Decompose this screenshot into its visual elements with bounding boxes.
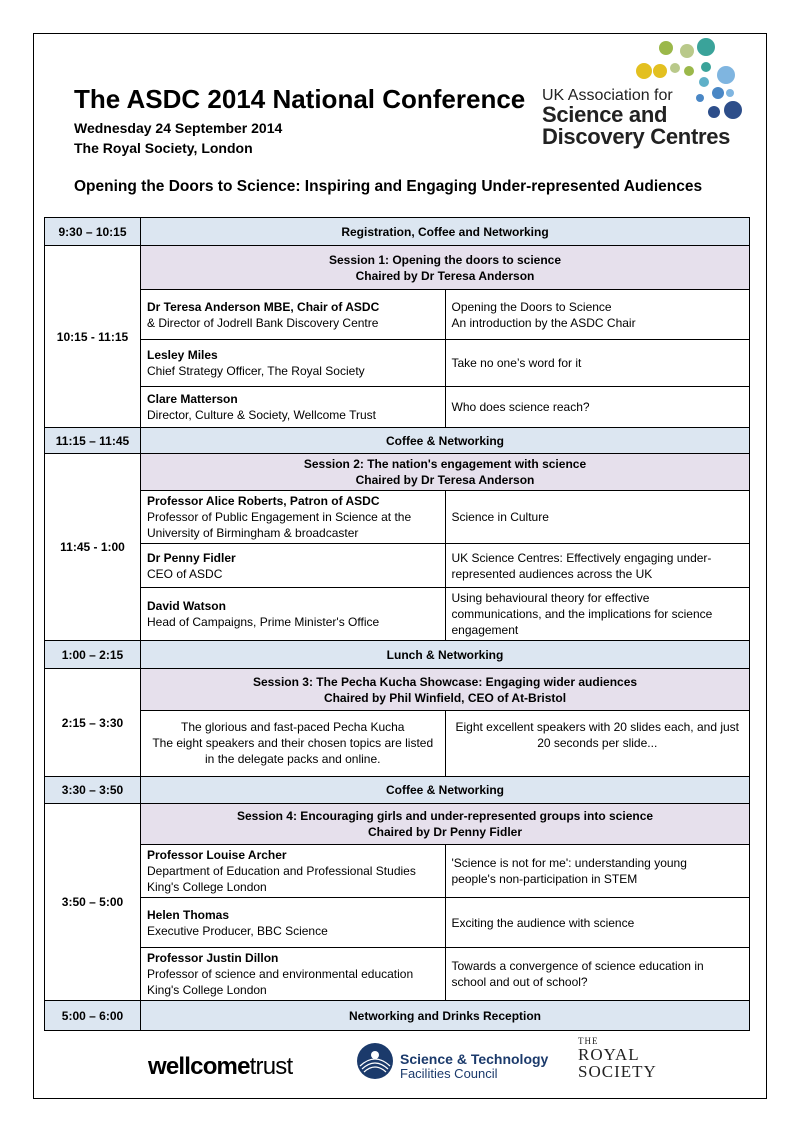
talk-row — [45, 387, 750, 428]
wellcome-trust-logo — [148, 1053, 292, 1081]
time-cell: 5:00 – 6:00 — [45, 1001, 141, 1031]
pecha-kucha-description — [141, 711, 446, 777]
speaker-role: & Director of Jodrell Bank Discovery Centre — [147, 315, 379, 330]
break-label: Coffee & Networking — [141, 777, 750, 804]
talk-topic: Towards a convergence of science education in — [451, 959, 704, 973]
talk-topic-cell — [445, 845, 750, 898]
talk-row — [45, 711, 750, 777]
talk-topic-cell — [445, 290, 750, 340]
talk-topic: Opening the Doors to Science — [451, 299, 612, 314]
speaker-name: Dr Teresa Anderson MBE, Chair of ASDC — [147, 299, 380, 314]
asdc-wordmark — [542, 88, 730, 148]
session-header-row — [45, 669, 750, 711]
speaker-name: Helen Thomas — [147, 907, 230, 922]
speaker-cell — [141, 290, 446, 340]
break-label: Networking and Drinks Reception — [141, 1001, 750, 1031]
schedule-row — [45, 428, 750, 454]
session-chair: Chaired by Dr Teresa Anderson — [355, 268, 535, 283]
talk-topic: communications, and the implications for science — [451, 607, 713, 621]
talk-row — [45, 948, 750, 1001]
schedule-row — [45, 218, 750, 246]
conference-theme: Opening the Doors to Science: Inspiring and Engaging Under-represented Audiences — [74, 178, 703, 195]
event-venue: The Royal Society, London — [74, 140, 253, 156]
speaker-role: King's College London — [147, 880, 267, 894]
talk-row — [45, 898, 750, 948]
event-date: Wednesday 24 September 2014 — [74, 120, 283, 136]
wellcome-logo-text: trust — [249, 1053, 293, 1080]
talk-topic: school and out of school? — [451, 975, 588, 989]
description-line: The eight speakers and their chosen topics are listed — [152, 736, 434, 750]
session-title: Session 3: The Pecha Kucha Showcase: Engaging wider audiences — [252, 674, 638, 689]
time-cell: 10:15 - 11:15 — [45, 246, 141, 428]
speaker-cell — [141, 387, 446, 428]
speaker-cell — [141, 340, 446, 387]
schedule-table — [44, 217, 750, 1031]
speaker-cell — [141, 544, 446, 588]
speaker-cell — [141, 845, 446, 898]
talk-topic: Science in Culture — [445, 491, 750, 544]
talk-topic: Who does science reach? — [445, 387, 750, 428]
pecha-kucha-format — [445, 711, 750, 777]
speaker-role: King's College London — [147, 983, 267, 997]
talk-topic: Take no one’s word for it — [445, 340, 750, 387]
stfc-emblem-icon — [356, 1042, 394, 1080]
speaker-cell — [141, 898, 446, 948]
session-heading — [141, 669, 750, 711]
speaker-role: Professor of Public Engagement in Science at the — [147, 510, 412, 524]
break-label: Coffee & Networking — [141, 428, 750, 454]
talk-row — [45, 340, 750, 387]
speaker-name: Professor Louise Archer — [147, 848, 287, 862]
break-label: Registration, Coffee and Networking — [141, 218, 750, 246]
speaker-role: Executive Producer, BBC Science — [147, 923, 328, 938]
speaker-role: University of Birmingham & broadcaster — [147, 526, 359, 540]
asdc-wordmark-line3: Discovery Centres — [542, 124, 731, 149]
speaker-name: Clare Matterson — [147, 392, 238, 406]
speaker-cell — [141, 588, 446, 641]
session-chair: Chaired by Phil Winfield, CEO of At-Bristol — [323, 690, 567, 705]
stfc-line: Facilities Council — [400, 1066, 498, 1082]
description-line: in the delegate packs and online. — [205, 752, 381, 766]
time-cell: 3:50 – 5:00 — [45, 804, 141, 1001]
royal-society-line: SOCIETY — [578, 1062, 657, 1081]
session-header-row — [45, 804, 750, 845]
talk-row — [45, 491, 750, 544]
session-header-row — [45, 454, 750, 491]
time-cell: 2:15 – 3:30 — [45, 669, 141, 777]
talk-topic: represented audiences across the UK — [451, 566, 653, 581]
schedule-row — [45, 641, 750, 669]
speaker-cell — [141, 948, 446, 1001]
schedule-row — [45, 777, 750, 804]
session-title: Session 2: The nation's engagement with science — [303, 457, 587, 471]
description-line: Eight excellent speakers with 20 slides each, and just — [455, 720, 739, 734]
session-heading — [141, 804, 750, 845]
talk-row — [45, 845, 750, 898]
stfc-line: Science & Technology — [400, 1051, 549, 1067]
speaker-role: Professor of science and environmental education — [147, 967, 414, 981]
time-cell: 9:30 – 10:15 — [45, 218, 141, 246]
break-label: Lunch & Networking — [141, 641, 750, 669]
speaker-name: Lesley Miles — [147, 348, 218, 362]
talk-topic: Using behavioural theory for effective — [451, 591, 650, 605]
speaker-name: Professor Alice Roberts, Patron of ASDC — [147, 494, 380, 508]
description-line: The glorious and fast-paced Pecha Kucha — [181, 720, 405, 734]
time-cell: 11:45 - 1:00 — [45, 454, 141, 641]
asdc-wordmark-line2: Science and — [542, 102, 668, 127]
session-header-row — [45, 246, 750, 290]
talk-topic-cell — [445, 588, 750, 641]
session-title: Session 1: Opening the doors to science — [328, 252, 562, 267]
talk-topic: UK Science Centres: Effectively engaging under- — [451, 550, 712, 565]
session-heading — [141, 454, 750, 491]
speaker-name: Professor Justin Dillon — [147, 951, 279, 965]
speaker-name: Dr Penny Fidler — [147, 550, 236, 565]
talk-topic: 'Science is not for me': understanding young — [451, 856, 687, 870]
speaker-name: David Watson — [147, 599, 226, 613]
talk-topic-cell — [445, 948, 750, 1001]
talk-topic: An introduction by the ASDC Chair — [451, 315, 636, 330]
speaker-role: Head of Campaigns, Prime Minister's Office — [147, 615, 380, 629]
time-cell: 11:15 – 11:45 — [45, 428, 141, 454]
talk-row — [45, 588, 750, 641]
description-line: 20 seconds per slide... — [537, 736, 658, 750]
session-chair: Chaired by Dr Penny Fidler — [367, 825, 523, 839]
talk-topic-cell — [445, 544, 750, 588]
page-title: The ASDC 2014 National Conference — [74, 84, 526, 114]
session-heading — [141, 246, 750, 290]
speaker-role: Director, Culture & Society, Wellcome Trust — [147, 408, 376, 422]
session-title: Session 4: Encouraging girls and under-represented groups into science — [236, 809, 654, 823]
royal-society-line: ROYAL — [578, 1045, 640, 1064]
royal-society-logo — [578, 1037, 657, 1080]
speaker-role: CEO of ASDC — [147, 566, 223, 581]
session-chair: Chaired by Dr Teresa Anderson — [355, 473, 535, 487]
schedule-row — [45, 1001, 750, 1031]
talk-row — [45, 290, 750, 340]
talk-row — [45, 544, 750, 588]
speaker-role: Chief Strategy Officer, The Royal Society — [147, 364, 365, 378]
stfc-logo-text — [400, 1052, 548, 1082]
time-cell: 3:30 – 3:50 — [45, 777, 141, 804]
wellcome-logo-text: wellcome — [148, 1053, 250, 1080]
royal-society-line: THE — [578, 1036, 599, 1046]
time-cell: 1:00 – 2:15 — [45, 641, 141, 669]
asdc-wordmark-line1: UK Association for — [542, 87, 673, 104]
talk-topic: engagement — [451, 623, 519, 637]
talk-topic: people's non-participation in STEM — [451, 872, 638, 886]
speaker-role: Department of Education and Professional Studies — [147, 864, 416, 878]
speaker-cell — [141, 491, 446, 544]
talk-topic: Exciting the audience with science — [445, 898, 750, 948]
